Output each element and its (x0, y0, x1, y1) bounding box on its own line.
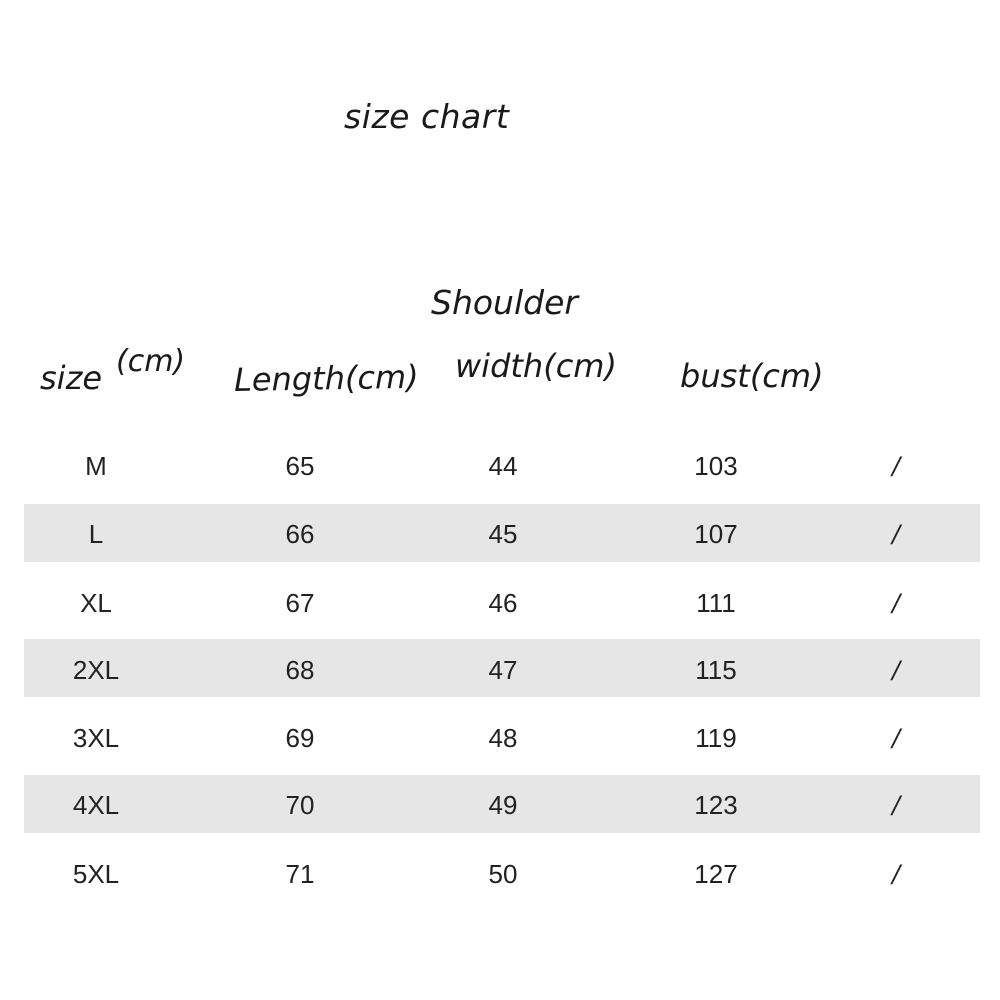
cell-shoulder: 44 (488, 451, 518, 481)
table-row (0, 446, 1000, 486)
cell-bust: 115 (695, 655, 737, 685)
cell-size: 2XL (72, 655, 120, 685)
cell-size: L (88, 519, 104, 549)
cell-size: 5XL (72, 859, 120, 889)
cell-shoulder: 45 (488, 519, 518, 549)
cell-length: 71 (285, 859, 315, 889)
header-bust: bust(cm) (680, 357, 824, 395)
cell-length: 70 (285, 790, 315, 820)
cell-extra: / (891, 452, 901, 480)
table-row (0, 718, 1000, 758)
table-row (0, 650, 1000, 690)
header-shoulder-line1: Shoulder (431, 283, 578, 322)
cell-shoulder: 48 (488, 723, 518, 753)
cell-size: 4XL (72, 790, 120, 820)
cell-length: 65 (285, 451, 315, 481)
cell-extra: / (891, 656, 901, 684)
cell-length: 66 (285, 519, 315, 549)
header-size: size (40, 359, 103, 397)
cell-length: 67 (285, 588, 315, 618)
cell-extra: / (891, 860, 901, 888)
table-row (0, 785, 1000, 825)
cell-extra: / (891, 791, 901, 819)
table-row (0, 514, 1000, 554)
cell-bust: 127 (694, 859, 738, 889)
cell-extra: / (891, 724, 901, 752)
cell-size: 3XL (72, 723, 120, 753)
page-title: size chart (344, 97, 510, 136)
cell-shoulder: 49 (488, 790, 518, 820)
header-size-unit: (cm) (116, 344, 186, 379)
table-row (0, 854, 1000, 894)
cell-bust: 119 (695, 723, 737, 753)
cell-length: 68 (285, 655, 315, 685)
cell-extra: / (891, 520, 901, 548)
cell-shoulder: 47 (488, 655, 518, 685)
cell-size: M (85, 451, 107, 481)
cell-length: 69 (285, 723, 315, 753)
cell-bust: 107 (694, 519, 738, 549)
header-shoulder-line2: width(cm) (455, 347, 617, 385)
cell-shoulder: 50 (488, 859, 518, 889)
cell-size: XL (80, 588, 112, 618)
cell-bust: 103 (694, 451, 738, 481)
table-row (0, 583, 1000, 623)
cell-shoulder: 46 (488, 588, 518, 618)
header-length: Length(cm) (233, 357, 419, 399)
cell-bust: 123 (694, 790, 738, 820)
cell-bust: 111 (696, 588, 736, 618)
cell-extra: / (891, 589, 901, 617)
